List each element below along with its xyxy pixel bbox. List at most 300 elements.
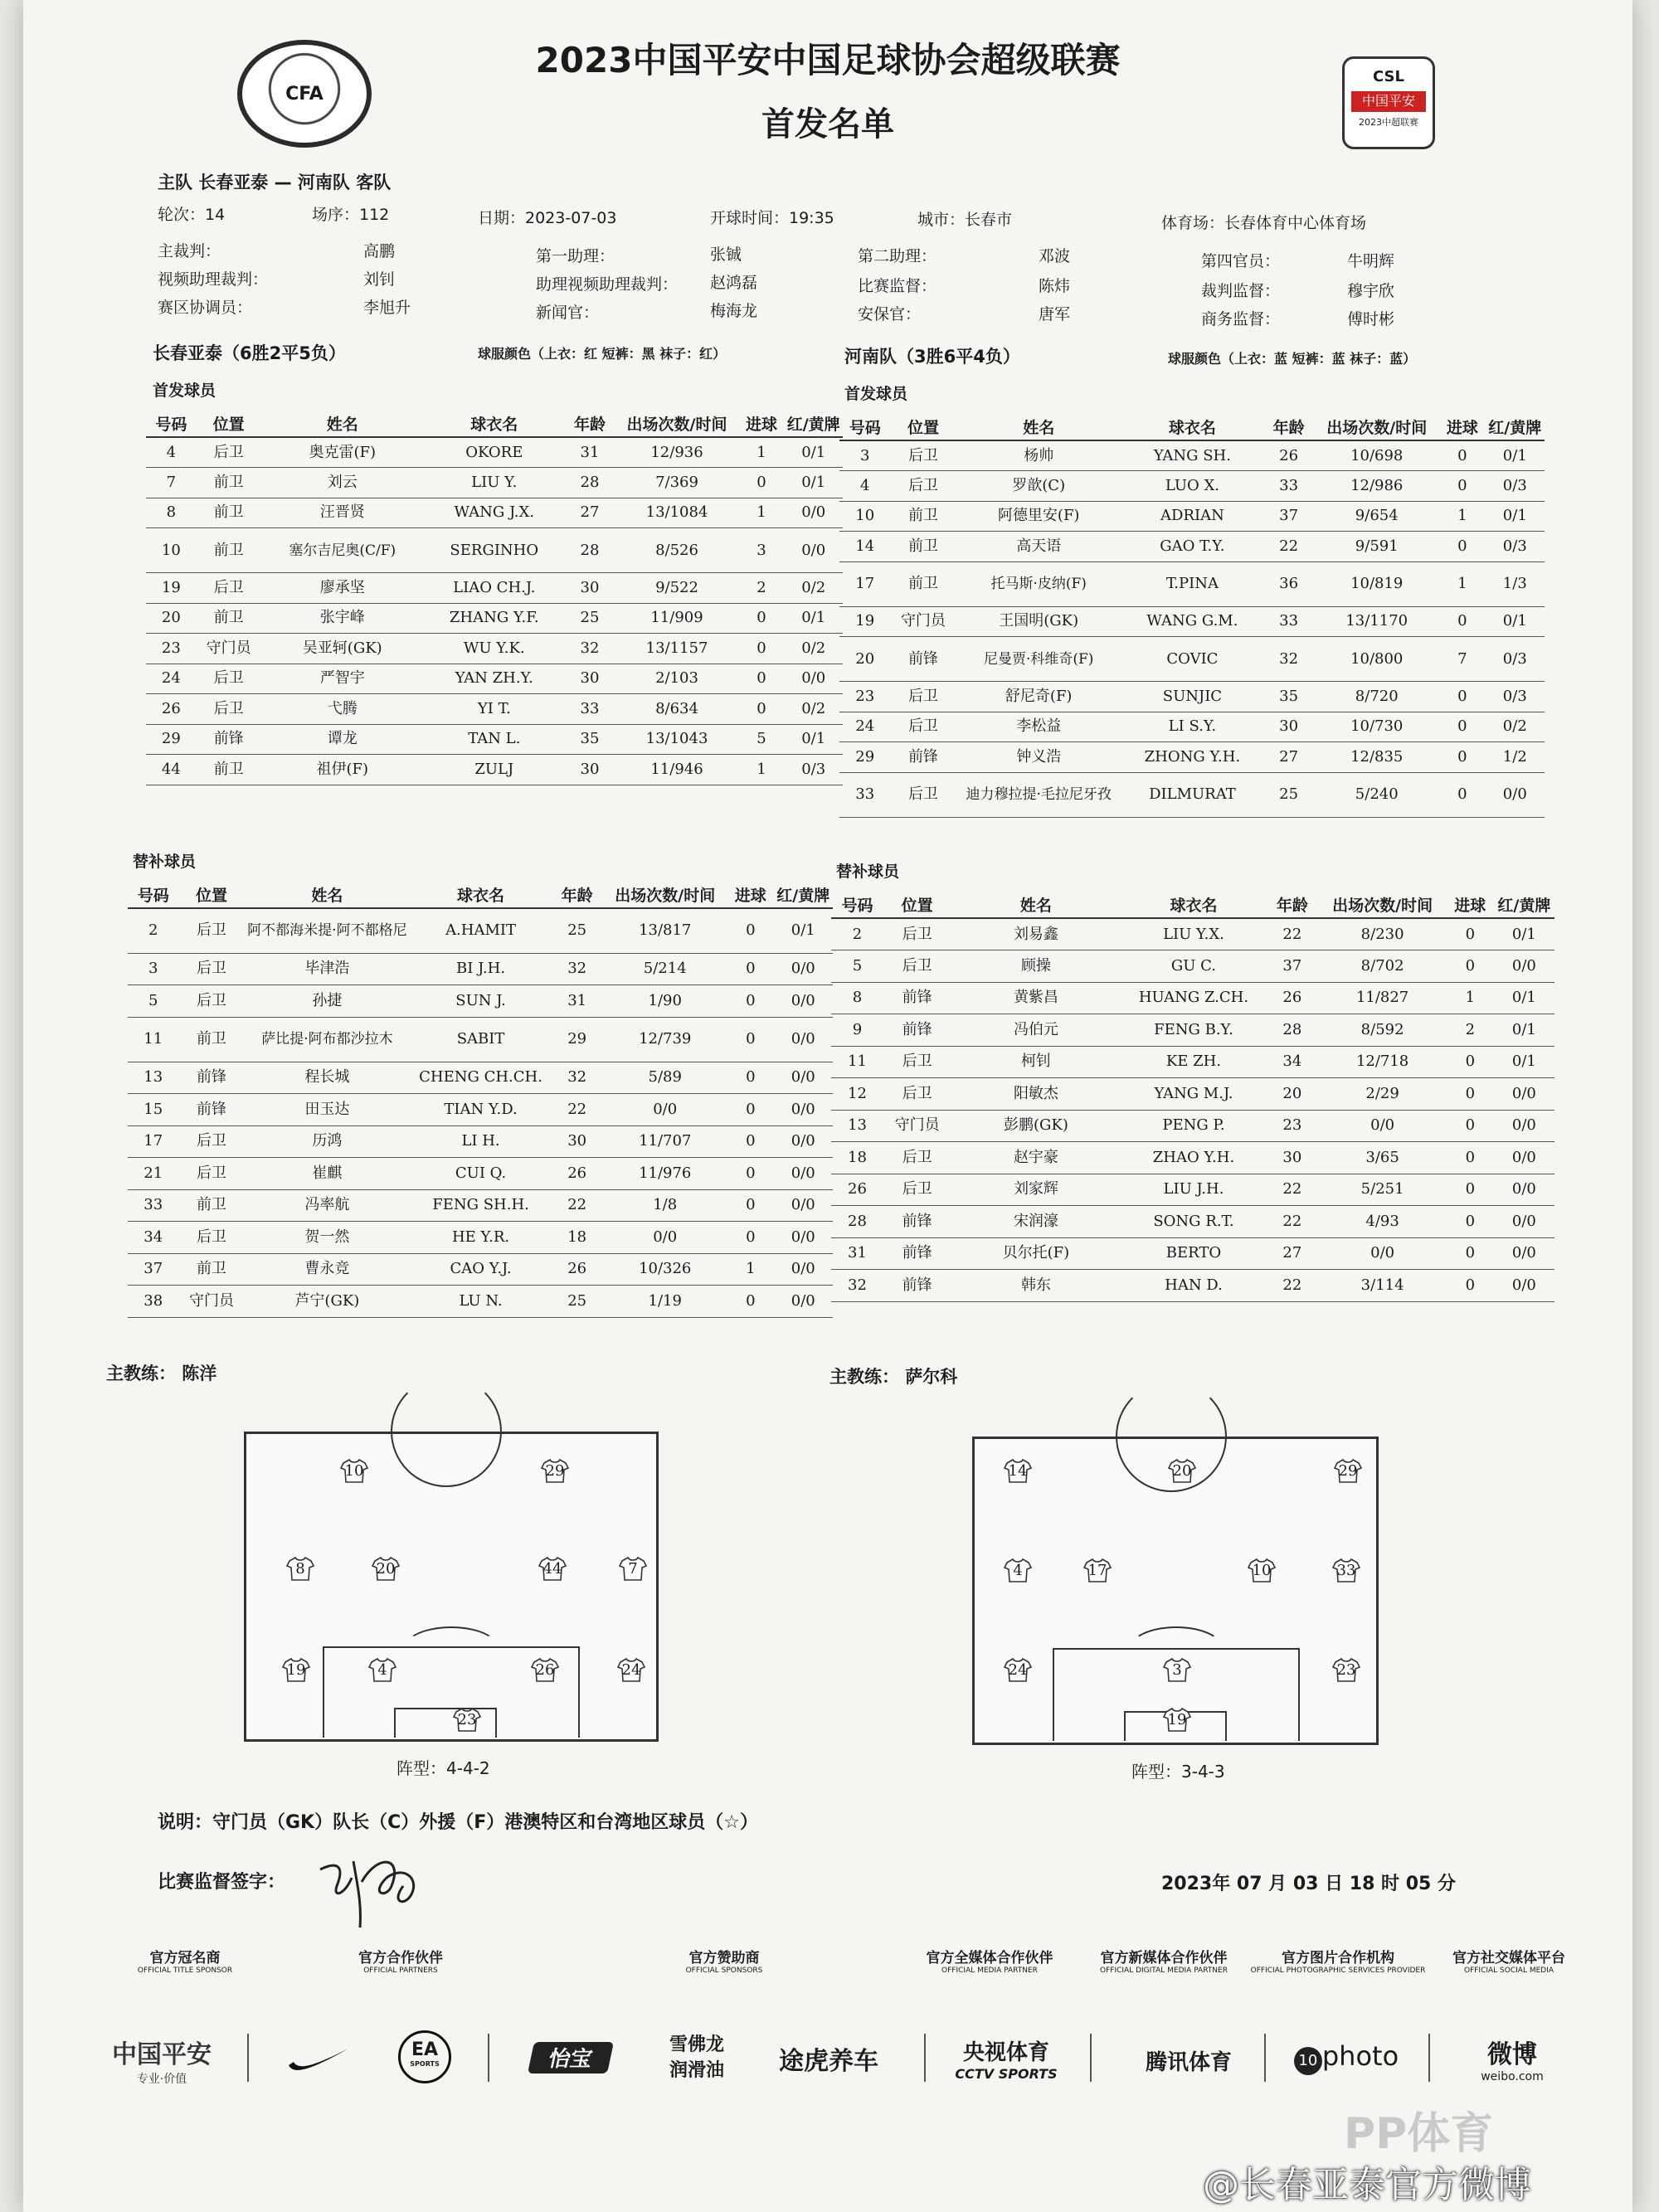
col-appearances: 9/522 — [615, 573, 738, 604]
official-role: 比赛监督： — [858, 277, 937, 295]
col-appearances: 8/720 — [1314, 682, 1439, 712]
official-role: 新闻官： — [536, 304, 600, 322]
col-number: 18 — [831, 1142, 883, 1174]
col-appearances: 1/8 — [602, 1189, 727, 1222]
col-position: 前锋 — [197, 724, 261, 755]
col-position: 前卫 — [890, 501, 956, 532]
col-number: 21 — [128, 1158, 178, 1190]
table-row — [839, 637, 1545, 682]
col-position: 前锋 — [883, 1237, 951, 1270]
col-appearances: 8/230 — [1318, 918, 1446, 950]
col-name: 芦宁(GK) — [245, 1286, 411, 1318]
col-name: 宋润濠 — [951, 1206, 1121, 1238]
col-cards: 0/0 — [1486, 772, 1545, 817]
col-goals: 7 — [1439, 637, 1485, 682]
player-shirt-icon: 8 — [286, 1556, 314, 1581]
column-header: 球衣名 — [1121, 891, 1267, 918]
col-age: 22 — [1266, 1270, 1318, 1302]
home-coach: 主教练： 陈洋 — [106, 1364, 217, 1383]
col-shirt-name: BERTO — [1121, 1237, 1267, 1270]
table-row — [839, 606, 1545, 637]
supervisor-signature — [312, 1836, 445, 1936]
pp-sports-watermark: PP体育 — [1344, 2109, 1494, 2159]
weibo-handle-watermark: @长春亚泰官方微博 — [1203, 2164, 1531, 2206]
column-header: 姓名 — [245, 881, 411, 908]
col-age: 18 — [552, 1222, 602, 1254]
col-number: 2 — [831, 918, 883, 950]
col-shirt-name: LIAO CH.J. — [424, 573, 565, 604]
col-age: 32 — [552, 953, 602, 985]
col-number: 10 — [839, 501, 890, 532]
column-header: 进球 — [1447, 891, 1494, 918]
col-cards: 0/0 — [1494, 950, 1554, 983]
table-row — [128, 1286, 833, 1318]
home-kit-colors: 球服颜色（上衣：红 短裤：黑 袜子：红） — [478, 346, 727, 362]
col-goals: 0 — [727, 1286, 773, 1318]
legend-note: 说明：守门员（GK）队长（C）外援（F）港澳特区和台湾地区球员（☆） — [158, 1812, 759, 1833]
col-name: 王国明(GK) — [956, 606, 1121, 637]
col-goals: 2 — [739, 573, 785, 604]
column-header: 号码 — [128, 881, 178, 908]
col-cards: 0/3 — [784, 755, 843, 785]
col-shirt-name: CHENG CH.CH. — [410, 1062, 552, 1094]
col-shirt-name: PENG P. — [1121, 1110, 1267, 1142]
col-cards: 0/1 — [784, 468, 843, 498]
col-appearances: 11/707 — [602, 1125, 727, 1158]
kickoff-time: 开球时间：19:35 — [710, 209, 834, 227]
col-appearances: 5/251 — [1318, 1174, 1446, 1206]
col-cards: 0/0 — [1494, 1237, 1554, 1270]
col-cards: 0/0 — [1494, 1110, 1554, 1142]
column-header: 姓名 — [956, 413, 1121, 440]
col-goals: 0 — [1447, 1174, 1494, 1206]
col-name: 萨比提·阿布都沙拉木 — [245, 1017, 411, 1062]
col-name: 阿不都海米提·阿不都格尼 — [245, 908, 411, 953]
col-appearances: 10/819 — [1314, 562, 1439, 606]
col-position: 后卫 — [883, 1174, 951, 1206]
home-team-record: 长春亚泰（6胜2平5负） — [153, 343, 346, 363]
player-shirt-icon: 44 — [538, 1556, 567, 1581]
col-number: 3 — [839, 440, 890, 471]
col-cards: 0/3 — [1486, 682, 1545, 712]
col-name: 阿德里安(F) — [956, 501, 1121, 532]
col-shirt-name: ZHONG Y.H. — [1121, 742, 1263, 773]
pingan-logo: 中国平安 专业·价值 — [112, 2040, 212, 2086]
col-cards: 0/0 — [774, 1222, 833, 1254]
col-position: 前卫 — [197, 468, 261, 498]
venue: 体育场：长春体育中心体育场 — [1161, 214, 1367, 232]
col-cards: 0/0 — [774, 1253, 833, 1286]
column-header: 球衣名 — [410, 881, 552, 908]
col-age: 27 — [1266, 1237, 1318, 1270]
table-row — [831, 1014, 1554, 1047]
document-subtitle: 首发名单 — [761, 105, 894, 143]
col-cards: 1/2 — [1486, 742, 1545, 773]
away-kit-colors: 球服颜色（上衣：蓝 短裤：蓝 袜子：蓝） — [1168, 351, 1417, 367]
col-shirt-name: TAN L. — [424, 724, 565, 755]
col-appearances: 10/698 — [1314, 440, 1439, 471]
col-cards: 0/2 — [1486, 712, 1545, 742]
table-row — [128, 1062, 833, 1094]
column-header: 出场次数/时间 — [1314, 413, 1439, 440]
col-goals: 0 — [1447, 918, 1494, 950]
official-name: 刘钊 — [363, 270, 396, 289]
col-appearances: 0/0 — [1318, 1237, 1446, 1270]
col-goals: 0 — [727, 1222, 773, 1254]
col-goals: 0 — [1439, 712, 1485, 742]
col-position: 守门员 — [890, 606, 956, 637]
col-name: 严智宇 — [261, 664, 424, 694]
col-number: 13 — [831, 1110, 883, 1142]
col-number: 2 — [128, 908, 178, 953]
tuhu-logo: 途虎养车 — [779, 2047, 878, 2076]
col-appearances: 13/1157 — [615, 634, 738, 664]
col-age: 37 — [1266, 950, 1318, 983]
col-position: 后卫 — [890, 682, 956, 712]
col-age: 22 — [1263, 532, 1314, 562]
column-header: 进球 — [1439, 413, 1485, 440]
col-shirt-name: SUN J. — [410, 985, 552, 1018]
col-position: 前卫 — [890, 562, 956, 606]
official-name: 李旭升 — [363, 299, 411, 317]
col-age: 36 — [1263, 562, 1314, 606]
col-goals: 0 — [739, 468, 785, 498]
player-shirt-icon: 17 — [1083, 1558, 1112, 1582]
col-number: 19 — [146, 573, 197, 604]
col-appearances: 8/634 — [615, 694, 738, 725]
table-row — [128, 1189, 833, 1222]
col-number: 24 — [839, 712, 890, 742]
col-age: 32 — [565, 634, 615, 664]
col-number: 26 — [831, 1174, 883, 1206]
table-row — [146, 724, 843, 755]
col-shirt-name: ZULJ — [424, 755, 565, 785]
column-header: 号码 — [831, 891, 883, 918]
col-number: 34 — [128, 1222, 178, 1254]
col-goals: 5 — [739, 724, 785, 755]
col-age: 29 — [552, 1017, 602, 1062]
col-appearances: 8/702 — [1318, 950, 1446, 983]
col-age: 28 — [565, 468, 615, 498]
col-cards: 1/3 — [1486, 562, 1545, 606]
pitch-center-arc — [391, 1376, 502, 1487]
col-age: 28 — [565, 528, 615, 573]
col-cards: 0/0 — [1494, 1174, 1554, 1206]
col-number: 23 — [839, 682, 890, 712]
col-appearances: 10/326 — [602, 1253, 727, 1286]
col-position: 前卫 — [197, 498, 261, 528]
table-row — [839, 742, 1545, 773]
col-goals: 0 — [739, 694, 785, 725]
col-number: 17 — [128, 1125, 178, 1158]
table-row — [128, 1125, 833, 1158]
col-position: 前锋 — [890, 637, 956, 682]
col-name: 韩东 — [951, 1270, 1121, 1302]
col-number: 20 — [146, 603, 197, 634]
col-name: 冯率航 — [245, 1189, 411, 1222]
col-goals: 0 — [727, 953, 773, 985]
col-goals: 0 — [727, 1017, 773, 1062]
col-goals: 0 — [739, 664, 785, 694]
tencent-sports-logo: 腾讯体育 — [1145, 2050, 1232, 2075]
col-cards: 0/1 — [1494, 1046, 1554, 1078]
col-shirt-name: BI J.H. — [410, 953, 552, 985]
col-position: 后卫 — [178, 1222, 244, 1254]
table-row — [839, 532, 1545, 562]
divider — [488, 2034, 489, 2082]
col-position: 守门员 — [883, 1110, 951, 1142]
col-position: 后卫 — [197, 694, 261, 725]
col-cards: 0/0 — [1494, 1270, 1554, 1302]
divider — [1090, 2034, 1092, 2082]
column-header: 号码 — [146, 410, 197, 437]
col-shirt-name: A.HAMIT — [410, 908, 552, 953]
col-position: 后卫 — [197, 664, 261, 694]
col-cards: 0/0 — [1494, 1078, 1554, 1111]
col-name: 贺一然 — [245, 1222, 411, 1254]
col-appearances: 0/0 — [602, 1222, 727, 1254]
col-number: 7 — [146, 468, 197, 498]
col-cards: 0/0 — [774, 1158, 833, 1190]
official-role: 视频助理裁判： — [158, 270, 269, 289]
col-shirt-name: ZHAO Y.H. — [1121, 1142, 1267, 1174]
col-cards: 0/3 — [1486, 637, 1545, 682]
col-appearances: 12/739 — [602, 1017, 727, 1062]
col-goals: 0 — [1447, 950, 1494, 983]
col-age: 28 — [1266, 1014, 1318, 1047]
weibo-logo: 微博 weibo.com — [1481, 2040, 1544, 2083]
col-number: 14 — [839, 532, 890, 562]
col-goals: 0 — [739, 603, 785, 634]
city: 城市：长春市 — [917, 211, 1013, 229]
col-name: 刘云 — [261, 468, 424, 498]
col-position: 前卫 — [890, 532, 956, 562]
away-subs-table — [831, 891, 1554, 1302]
player-shirt-icon: 24 — [617, 1657, 645, 1682]
column-header: 年龄 — [552, 881, 602, 908]
col-shirt-name: OKORE — [424, 437, 565, 468]
column-header: 进球 — [739, 410, 785, 437]
col-position: 后卫 — [178, 953, 244, 985]
col-age: 32 — [552, 1062, 602, 1094]
table-row — [128, 1158, 833, 1190]
col-position: 后卫 — [890, 440, 956, 471]
col-name: 祖伊(F) — [261, 755, 424, 785]
col-cards: 0/1 — [1486, 440, 1545, 471]
col-name: 刘易鑫 — [951, 918, 1121, 950]
table-row — [831, 1174, 1554, 1206]
col-cards: 0/0 — [1494, 1142, 1554, 1174]
player-shirt-icon: 20 — [1168, 1458, 1196, 1483]
official-role: 裁判监督： — [1201, 282, 1281, 300]
col-position: 前锋 — [178, 1094, 244, 1126]
col-position: 前卫 — [197, 755, 261, 785]
col-name: 黄紫昌 — [951, 982, 1121, 1014]
col-name: 彭鹏(GK) — [951, 1110, 1121, 1142]
signed-time: 2023年 07 月 03 日 18 时 05 分 — [1161, 1874, 1456, 1894]
col-appearances: 8/526 — [615, 528, 738, 573]
col-goals: 3 — [739, 528, 785, 573]
col-number: 28 — [831, 1206, 883, 1238]
official-role: 助理视频助理裁判： — [536, 275, 679, 294]
col-appearances: 11/827 — [1318, 982, 1446, 1014]
col-name: 奥克雷(F) — [261, 437, 424, 468]
home-starters-label: 首发球员 — [153, 382, 216, 400]
col-shirt-name: FENG B.Y. — [1121, 1014, 1267, 1047]
col-number: 38 — [128, 1286, 178, 1318]
table-row — [146, 634, 843, 664]
col-cards: 0/1 — [1486, 606, 1545, 637]
col-cards: 0/0 — [1494, 1206, 1554, 1238]
home-subs-table — [128, 881, 833, 1318]
col-goals: 0 — [1447, 1206, 1494, 1238]
col-position: 后卫 — [197, 573, 261, 604]
table-row — [146, 603, 843, 634]
col-position: 后卫 — [178, 985, 244, 1018]
player-shirt-icon: 20 — [372, 1556, 400, 1581]
col-position: 前卫 — [178, 1253, 244, 1286]
col-appearances: 13/1170 — [1314, 606, 1439, 637]
col-appearances: 0/0 — [1318, 1110, 1446, 1142]
col-shirt-name: LI S.Y. — [1121, 712, 1263, 742]
col-shirt-name: CAO Y.J. — [410, 1253, 552, 1286]
col-cards: 0/2 — [784, 694, 843, 725]
col-age: 31 — [565, 437, 615, 468]
col-position: 后卫 — [883, 918, 951, 950]
col-name: 杨帅 — [956, 440, 1121, 471]
cctv-sports-logo: 央视体育 CCTV SPORTS — [955, 2040, 1058, 2082]
col-position: 前锋 — [883, 1014, 951, 1047]
col-position: 后卫 — [883, 1078, 951, 1111]
col-name: 谭龙 — [261, 724, 424, 755]
ea-sports-logo: EA SPORTS — [398, 2030, 451, 2083]
col-cards: 0/0 — [774, 1094, 833, 1126]
col-cards: 0/3 — [1486, 471, 1545, 502]
col-number: 26 — [146, 694, 197, 725]
col-cards: 0/0 — [784, 498, 843, 528]
home-formation: 阵型：4-4-2 — [397, 1758, 490, 1778]
col-age: 25 — [565, 603, 615, 634]
official-name: 傅时彬 — [1347, 310, 1395, 328]
col-name: 尼曼贾·科维奇(F) — [956, 637, 1121, 682]
col-shirt-name: GU C. — [1121, 950, 1267, 983]
col-goals: 0 — [1439, 682, 1485, 712]
official-name: 张铖 — [710, 246, 742, 264]
col-age: 26 — [1263, 440, 1314, 471]
col-shirt-name: HAN D. — [1121, 1270, 1267, 1302]
col-cards: 0/1 — [784, 724, 843, 755]
col-goals: 0 — [1439, 440, 1485, 471]
table-row — [831, 1046, 1554, 1078]
col-shirt-name: YAN ZH.Y. — [424, 664, 565, 694]
col-goals: 1 — [727, 1253, 773, 1286]
teams-line: 主队 长春亚泰 — 河南队 客队 — [158, 173, 392, 192]
col-appearances: 12/718 — [1318, 1046, 1446, 1078]
col-goals: 0 — [727, 1062, 773, 1094]
col-position: 后卫 — [883, 950, 951, 983]
sponsor-category: 官方社交媒体平台 OFFICIAL SOCIAL MEDIA — [1452, 1950, 1565, 1975]
col-cards: 0/1 — [774, 908, 833, 953]
col-shirt-name: ZHANG Y.F. — [424, 603, 565, 634]
col-number: 11 — [831, 1046, 883, 1078]
player-shirt-icon: 19 — [282, 1657, 310, 1682]
col-appearances: 5/214 — [602, 953, 727, 985]
col-name: 柯钊 — [951, 1046, 1121, 1078]
col-number: 8 — [831, 982, 883, 1014]
col-age: 30 — [565, 664, 615, 694]
official-name: 赵鸿磊 — [710, 274, 758, 292]
col-cards: 0/1 — [1486, 501, 1545, 532]
col-goals: 1 — [1447, 982, 1494, 1014]
col-number: 23 — [146, 634, 197, 664]
sponsor-category: 官方新媒体合作伙伴 OFFICIAL DIGITAL MEDIA PARTNER — [1100, 1950, 1228, 1975]
col-shirt-name: WANG G.M. — [1121, 606, 1263, 637]
col-name: 汪晋贤 — [261, 498, 424, 528]
col-shirt-name: SABIT — [410, 1017, 552, 1062]
player-shirt-icon: 10 — [1248, 1558, 1276, 1582]
column-header: 出场次数/时间 — [1318, 891, 1446, 918]
col-goals: 0 — [727, 1158, 773, 1190]
col-position: 守门员 — [178, 1286, 244, 1318]
col-age: 23 — [1266, 1110, 1318, 1142]
col-position: 后卫 — [883, 1046, 951, 1078]
away-formation: 阵型：3-4-3 — [1131, 1762, 1225, 1782]
col-position: 后卫 — [197, 437, 261, 468]
col-shirt-name: WU Y.K. — [424, 634, 565, 664]
col-goals: 0 — [727, 1125, 773, 1158]
goal-box — [394, 1708, 497, 1738]
col-shirt-name: SONG R.T. — [1121, 1206, 1267, 1238]
official-role: 商务监督： — [1201, 310, 1281, 328]
table-row — [128, 908, 833, 953]
col-goals: 0 — [727, 1189, 773, 1222]
table-row — [839, 440, 1545, 471]
col-name: 弋腾 — [261, 694, 424, 725]
col-number: 5 — [128, 985, 178, 1018]
col-age: 33 — [1263, 606, 1314, 637]
col-position: 前锋 — [883, 982, 951, 1014]
column-header: 球衣名 — [424, 410, 565, 437]
column-header: 位置 — [178, 881, 244, 908]
col-age: 34 — [1266, 1046, 1318, 1078]
col-goals: 1 — [739, 498, 785, 528]
col-shirt-name: HUANG Z.CH. — [1121, 982, 1267, 1014]
col-appearances: 13/817 — [602, 908, 727, 953]
away-starters-label: 首发球员 — [844, 385, 908, 403]
col-goals: 0 — [739, 634, 785, 664]
col-goals: 0 — [1447, 1237, 1494, 1270]
col-number: 19 — [839, 606, 890, 637]
official-role: 第二助理： — [858, 247, 937, 265]
team-sheet-document — [23, 0, 1632, 2212]
col-number: 9 — [831, 1014, 883, 1047]
col-shirt-name: CUI Q. — [410, 1158, 552, 1190]
col-number: 37 — [128, 1253, 178, 1286]
col-age: 33 — [565, 694, 615, 725]
col-cards: 0/2 — [784, 573, 843, 604]
column-header: 姓名 — [951, 891, 1121, 918]
table-row — [146, 437, 843, 468]
col-age: 30 — [552, 1125, 602, 1158]
col-name: 舒尼奇(F) — [956, 682, 1121, 712]
official-role: 安保官： — [858, 305, 922, 323]
col-number: 15 — [128, 1094, 178, 1126]
col-goals: 1 — [1439, 501, 1485, 532]
col-appearances: 13/1084 — [615, 498, 738, 528]
col-position: 后卫 — [178, 1158, 244, 1190]
col-number: 29 — [146, 724, 197, 755]
col-name: 吴亚轲(GK) — [261, 634, 424, 664]
